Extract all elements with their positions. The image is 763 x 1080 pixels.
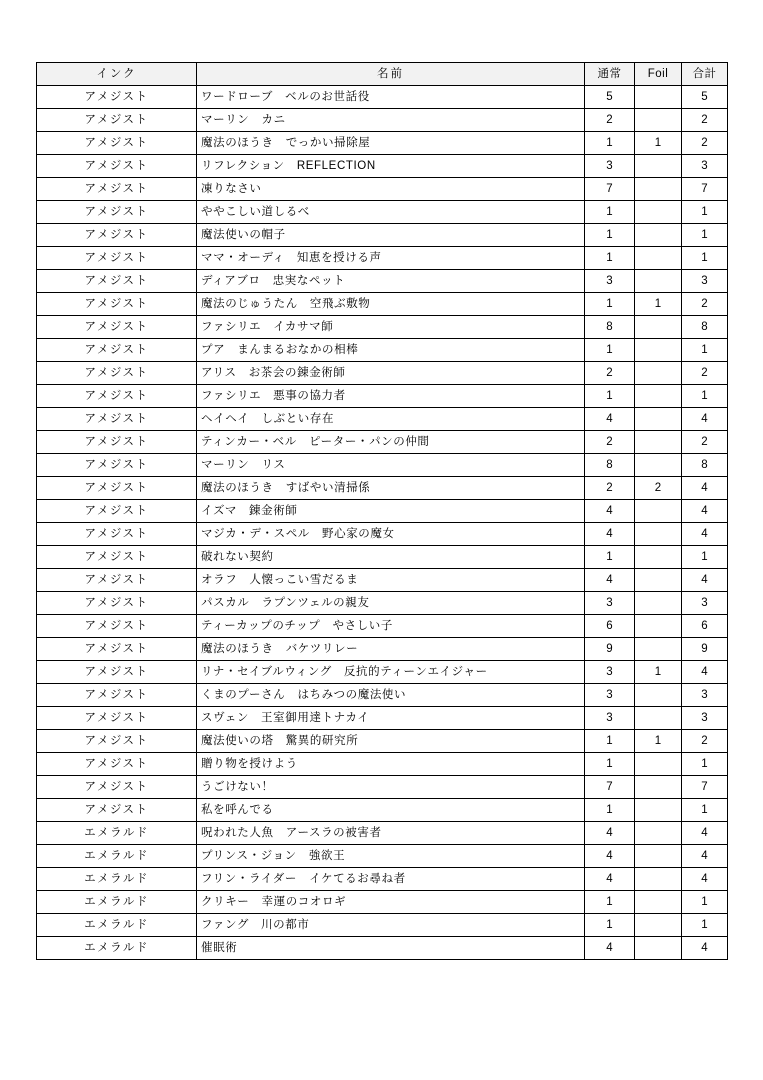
cell-total: 8 bbox=[682, 316, 728, 339]
cell-foil bbox=[635, 914, 682, 937]
cell-normal: 2 bbox=[585, 431, 635, 454]
cell-total: 4 bbox=[682, 523, 728, 546]
cell-foil: 1 bbox=[635, 132, 682, 155]
table-row bbox=[37, 339, 728, 362]
table-row bbox=[37, 385, 728, 408]
table-row bbox=[37, 684, 728, 707]
cell-normal: 1 bbox=[585, 132, 635, 155]
cell-name: 魔法使いの帽子 bbox=[197, 224, 585, 247]
table-row bbox=[37, 845, 728, 868]
cell-normal: 4 bbox=[585, 868, 635, 891]
cell-normal: 4 bbox=[585, 845, 635, 868]
cell-total: 2 bbox=[682, 293, 728, 316]
cell-ink: アメジスト bbox=[37, 799, 197, 822]
cell-normal: 1 bbox=[585, 546, 635, 569]
cell-name: マーリン カニ bbox=[197, 109, 585, 132]
table-row bbox=[37, 661, 728, 684]
cell-total: 4 bbox=[682, 937, 728, 960]
cell-ink: アメジスト bbox=[37, 707, 197, 730]
cell-normal: 4 bbox=[585, 523, 635, 546]
cell-total: 1 bbox=[682, 753, 728, 776]
column-header-foil: Foil bbox=[635, 63, 682, 86]
cell-ink: アメジスト bbox=[37, 615, 197, 638]
cell-name: ファシリエ 悪事の協力者 bbox=[197, 385, 585, 408]
table-header-row bbox=[37, 63, 728, 86]
cell-ink: アメジスト bbox=[37, 293, 197, 316]
cell-total: 8 bbox=[682, 454, 728, 477]
cell-name: ややこしい道しるべ bbox=[197, 201, 585, 224]
table-row bbox=[37, 914, 728, 937]
cell-ink: エメラルド bbox=[37, 822, 197, 845]
cell-normal: 5 bbox=[585, 86, 635, 109]
cell-normal: 3 bbox=[585, 684, 635, 707]
table-row bbox=[37, 201, 728, 224]
table-row bbox=[37, 937, 728, 960]
cell-total: 1 bbox=[682, 891, 728, 914]
cell-ink: アメジスト bbox=[37, 546, 197, 569]
table-row bbox=[37, 500, 728, 523]
cell-name: リナ・セイブルウィング 反抗的ティーンエイジャー bbox=[197, 661, 585, 684]
cell-name: ファング 川の都市 bbox=[197, 914, 585, 937]
card-collection-table bbox=[36, 62, 728, 960]
table-row bbox=[37, 155, 728, 178]
cell-normal: 4 bbox=[585, 408, 635, 431]
table-row bbox=[37, 316, 728, 339]
cell-foil bbox=[635, 339, 682, 362]
cell-ink: アメジスト bbox=[37, 592, 197, 615]
cell-ink: エメラルド bbox=[37, 868, 197, 891]
cell-normal: 2 bbox=[585, 477, 635, 500]
cell-foil bbox=[635, 546, 682, 569]
cell-ink: アメジスト bbox=[37, 569, 197, 592]
cell-ink: アメジスト bbox=[37, 270, 197, 293]
cell-ink: エメラルド bbox=[37, 937, 197, 960]
cell-normal: 1 bbox=[585, 753, 635, 776]
cell-name: リフレクション REFLECTION bbox=[197, 155, 585, 178]
cell-foil bbox=[635, 362, 682, 385]
cell-name: 魔法使いの塔 驚異的研究所 bbox=[197, 730, 585, 753]
cell-foil bbox=[635, 247, 682, 270]
cell-total: 2 bbox=[682, 730, 728, 753]
cell-foil bbox=[635, 937, 682, 960]
cell-ink: アメジスト bbox=[37, 316, 197, 339]
cell-foil bbox=[635, 799, 682, 822]
cell-foil bbox=[635, 845, 682, 868]
cell-total: 4 bbox=[682, 868, 728, 891]
table-row bbox=[37, 270, 728, 293]
cell-foil bbox=[635, 891, 682, 914]
cell-foil bbox=[635, 408, 682, 431]
cell-total: 2 bbox=[682, 362, 728, 385]
table-row bbox=[37, 822, 728, 845]
cell-ink: アメジスト bbox=[37, 86, 197, 109]
cell-name: アリス お茶会の錬金術師 bbox=[197, 362, 585, 385]
cell-normal: 1 bbox=[585, 799, 635, 822]
cell-ink: アメジスト bbox=[37, 155, 197, 178]
cell-normal: 3 bbox=[585, 661, 635, 684]
cell-foil bbox=[635, 523, 682, 546]
cell-total: 3 bbox=[682, 684, 728, 707]
cell-ink: アメジスト bbox=[37, 431, 197, 454]
cell-ink: アメジスト bbox=[37, 523, 197, 546]
cell-ink: アメジスト bbox=[37, 109, 197, 132]
cell-total: 2 bbox=[682, 431, 728, 454]
cell-foil bbox=[635, 270, 682, 293]
cell-name: マジカ・デ・スペル 野心家の魔女 bbox=[197, 523, 585, 546]
cell-normal: 9 bbox=[585, 638, 635, 661]
table-row bbox=[37, 799, 728, 822]
column-header-name: 名前 bbox=[197, 63, 585, 86]
cell-foil bbox=[635, 868, 682, 891]
cell-name: ワードローブ ベルのお世話役 bbox=[197, 86, 585, 109]
cell-total: 3 bbox=[682, 707, 728, 730]
cell-foil bbox=[635, 178, 682, 201]
cell-name: 私を呼んでる bbox=[197, 799, 585, 822]
table-row bbox=[37, 86, 728, 109]
table-row bbox=[37, 477, 728, 500]
cell-ink: アメジスト bbox=[37, 339, 197, 362]
cell-foil bbox=[635, 86, 682, 109]
cell-normal: 8 bbox=[585, 316, 635, 339]
column-header-total: 合計 bbox=[682, 63, 728, 86]
cell-normal: 3 bbox=[585, 592, 635, 615]
cell-name: フリン・ライダー イケてるお尋ね者 bbox=[197, 868, 585, 891]
table-row bbox=[37, 362, 728, 385]
table-row bbox=[37, 431, 728, 454]
cell-name: ティーカップのチップ やさしい子 bbox=[197, 615, 585, 638]
cell-ink: アメジスト bbox=[37, 500, 197, 523]
cell-ink: アメジスト bbox=[37, 408, 197, 431]
cell-name: 贈り物を授けよう bbox=[197, 753, 585, 776]
cell-foil bbox=[635, 638, 682, 661]
cell-total: 4 bbox=[682, 500, 728, 523]
cell-total: 4 bbox=[682, 477, 728, 500]
cell-normal: 3 bbox=[585, 155, 635, 178]
cell-normal: 2 bbox=[585, 362, 635, 385]
cell-foil bbox=[635, 569, 682, 592]
cell-foil bbox=[635, 822, 682, 845]
cell-total: 1 bbox=[682, 546, 728, 569]
column-header-normal: 通常 bbox=[585, 63, 635, 86]
cell-total: 3 bbox=[682, 592, 728, 615]
table-row bbox=[37, 569, 728, 592]
cell-normal: 4 bbox=[585, 822, 635, 845]
cell-ink: アメジスト bbox=[37, 730, 197, 753]
cell-ink: アメジスト bbox=[37, 201, 197, 224]
cell-total: 6 bbox=[682, 615, 728, 638]
cell-name: 魔法のほうき でっかい掃除屋 bbox=[197, 132, 585, 155]
cell-name: パスカル ラプンツェルの親友 bbox=[197, 592, 585, 615]
table-row bbox=[37, 247, 728, 270]
cell-ink: アメジスト bbox=[37, 776, 197, 799]
cell-name: 魔法のほうき バケツリレー bbox=[197, 638, 585, 661]
cell-ink: アメジスト bbox=[37, 477, 197, 500]
cell-name: 呪われた人魚 アースラの被害者 bbox=[197, 822, 585, 845]
cell-ink: エメラルド bbox=[37, 891, 197, 914]
column-header-ink: インク bbox=[37, 63, 197, 86]
cell-foil bbox=[635, 753, 682, 776]
cell-foil bbox=[635, 316, 682, 339]
table-row bbox=[37, 753, 728, 776]
cell-normal: 1 bbox=[585, 914, 635, 937]
cell-ink: アメジスト bbox=[37, 753, 197, 776]
cell-foil: 1 bbox=[635, 730, 682, 753]
cell-ink: アメジスト bbox=[37, 178, 197, 201]
table-row bbox=[37, 224, 728, 247]
cell-normal: 4 bbox=[585, 500, 635, 523]
table-row bbox=[37, 523, 728, 546]
table-row bbox=[37, 776, 728, 799]
cell-total: 9 bbox=[682, 638, 728, 661]
cell-foil bbox=[635, 684, 682, 707]
cell-total: 1 bbox=[682, 339, 728, 362]
cell-total: 3 bbox=[682, 155, 728, 178]
cell-ink: アメジスト bbox=[37, 385, 197, 408]
cell-total: 1 bbox=[682, 914, 728, 937]
cell-foil bbox=[635, 155, 682, 178]
cell-normal: 4 bbox=[585, 569, 635, 592]
cell-name: プリンス・ジョン 強欲王 bbox=[197, 845, 585, 868]
table-row bbox=[37, 454, 728, 477]
cell-ink: アメジスト bbox=[37, 224, 197, 247]
cell-foil: 1 bbox=[635, 661, 682, 684]
cell-name: イズマ 錬金術師 bbox=[197, 500, 585, 523]
cell-ink: アメジスト bbox=[37, 362, 197, 385]
cell-total: 4 bbox=[682, 408, 728, 431]
cell-normal: 4 bbox=[585, 937, 635, 960]
cell-name: 催眠術 bbox=[197, 937, 585, 960]
cell-foil bbox=[635, 109, 682, 132]
cell-name: 魔法のじゅうたん 空飛ぶ敷物 bbox=[197, 293, 585, 316]
table-header bbox=[37, 63, 728, 86]
cell-total: 1 bbox=[682, 247, 728, 270]
cell-total: 4 bbox=[682, 661, 728, 684]
cell-name: ヘイヘイ しぶとい存在 bbox=[197, 408, 585, 431]
cell-normal: 1 bbox=[585, 293, 635, 316]
cell-name: くまのプーさん はちみつの魔法使い bbox=[197, 684, 585, 707]
cell-total: 7 bbox=[682, 776, 728, 799]
cell-foil bbox=[635, 500, 682, 523]
table-row bbox=[37, 293, 728, 316]
cell-total: 7 bbox=[682, 178, 728, 201]
table-body bbox=[37, 86, 728, 960]
cell-foil bbox=[635, 201, 682, 224]
table-row bbox=[37, 730, 728, 753]
table-row bbox=[37, 707, 728, 730]
cell-name: マーリン リス bbox=[197, 454, 585, 477]
table-row bbox=[37, 109, 728, 132]
cell-ink: アメジスト bbox=[37, 247, 197, 270]
cell-normal: 7 bbox=[585, 776, 635, 799]
cell-name: うごけない！ bbox=[197, 776, 585, 799]
cell-name: 凍りなさい bbox=[197, 178, 585, 201]
cell-foil bbox=[635, 615, 682, 638]
cell-foil bbox=[635, 385, 682, 408]
cell-normal: 1 bbox=[585, 730, 635, 753]
table-row bbox=[37, 868, 728, 891]
table-row bbox=[37, 638, 728, 661]
cell-total: 4 bbox=[682, 822, 728, 845]
table-row bbox=[37, 891, 728, 914]
cell-ink: エメラルド bbox=[37, 845, 197, 868]
cell-normal: 1 bbox=[585, 247, 635, 270]
cell-normal: 6 bbox=[585, 615, 635, 638]
cell-normal: 3 bbox=[585, 707, 635, 730]
table-row bbox=[37, 408, 728, 431]
cell-total: 1 bbox=[682, 224, 728, 247]
cell-name: スヴェン 王室御用達トナカイ bbox=[197, 707, 585, 730]
cell-name: ディアブロ 忠実なペット bbox=[197, 270, 585, 293]
cell-foil bbox=[635, 592, 682, 615]
table-row bbox=[37, 178, 728, 201]
cell-name: ママ・オーディ 知恵を授ける声 bbox=[197, 247, 585, 270]
cell-normal: 1 bbox=[585, 385, 635, 408]
cell-normal: 1 bbox=[585, 224, 635, 247]
cell-ink: エメラルド bbox=[37, 914, 197, 937]
cell-normal: 1 bbox=[585, 891, 635, 914]
cell-name: ティンカー・ベル ピーター・パンの仲間 bbox=[197, 431, 585, 454]
cell-ink: アメジスト bbox=[37, 638, 197, 661]
cell-foil bbox=[635, 431, 682, 454]
cell-foil: 1 bbox=[635, 293, 682, 316]
cell-total: 2 bbox=[682, 109, 728, 132]
cell-total: 4 bbox=[682, 845, 728, 868]
cell-foil bbox=[635, 224, 682, 247]
cell-ink: アメジスト bbox=[37, 661, 197, 684]
cell-normal: 2 bbox=[585, 109, 635, 132]
cell-name: 破れない契約 bbox=[197, 546, 585, 569]
cell-normal: 8 bbox=[585, 454, 635, 477]
cell-name: 魔法のほうき すばやい清掃係 bbox=[197, 477, 585, 500]
table-row bbox=[37, 132, 728, 155]
cell-name: ファシリエ イカサマ師 bbox=[197, 316, 585, 339]
table-row bbox=[37, 615, 728, 638]
cell-total: 5 bbox=[682, 86, 728, 109]
cell-total: 4 bbox=[682, 569, 728, 592]
cell-ink: アメジスト bbox=[37, 454, 197, 477]
cell-foil bbox=[635, 454, 682, 477]
cell-ink: アメジスト bbox=[37, 684, 197, 707]
cell-foil bbox=[635, 707, 682, 730]
cell-total: 1 bbox=[682, 385, 728, 408]
cell-name: オラフ 人懐っこい雪だるま bbox=[197, 569, 585, 592]
cell-total: 1 bbox=[682, 799, 728, 822]
cell-normal: 3 bbox=[585, 270, 635, 293]
cell-total: 2 bbox=[682, 132, 728, 155]
cell-total: 3 bbox=[682, 270, 728, 293]
cell-name: クリキー 幸運のコオロギ bbox=[197, 891, 585, 914]
table-row bbox=[37, 592, 728, 615]
cell-foil bbox=[635, 776, 682, 799]
cell-foil: 2 bbox=[635, 477, 682, 500]
cell-normal: 1 bbox=[585, 201, 635, 224]
cell-normal: 7 bbox=[585, 178, 635, 201]
table-row bbox=[37, 546, 728, 569]
cell-normal: 1 bbox=[585, 339, 635, 362]
cell-ink: アメジスト bbox=[37, 132, 197, 155]
cell-name: プア まんまるおなかの相棒 bbox=[197, 339, 585, 362]
cell-total: 1 bbox=[682, 201, 728, 224]
